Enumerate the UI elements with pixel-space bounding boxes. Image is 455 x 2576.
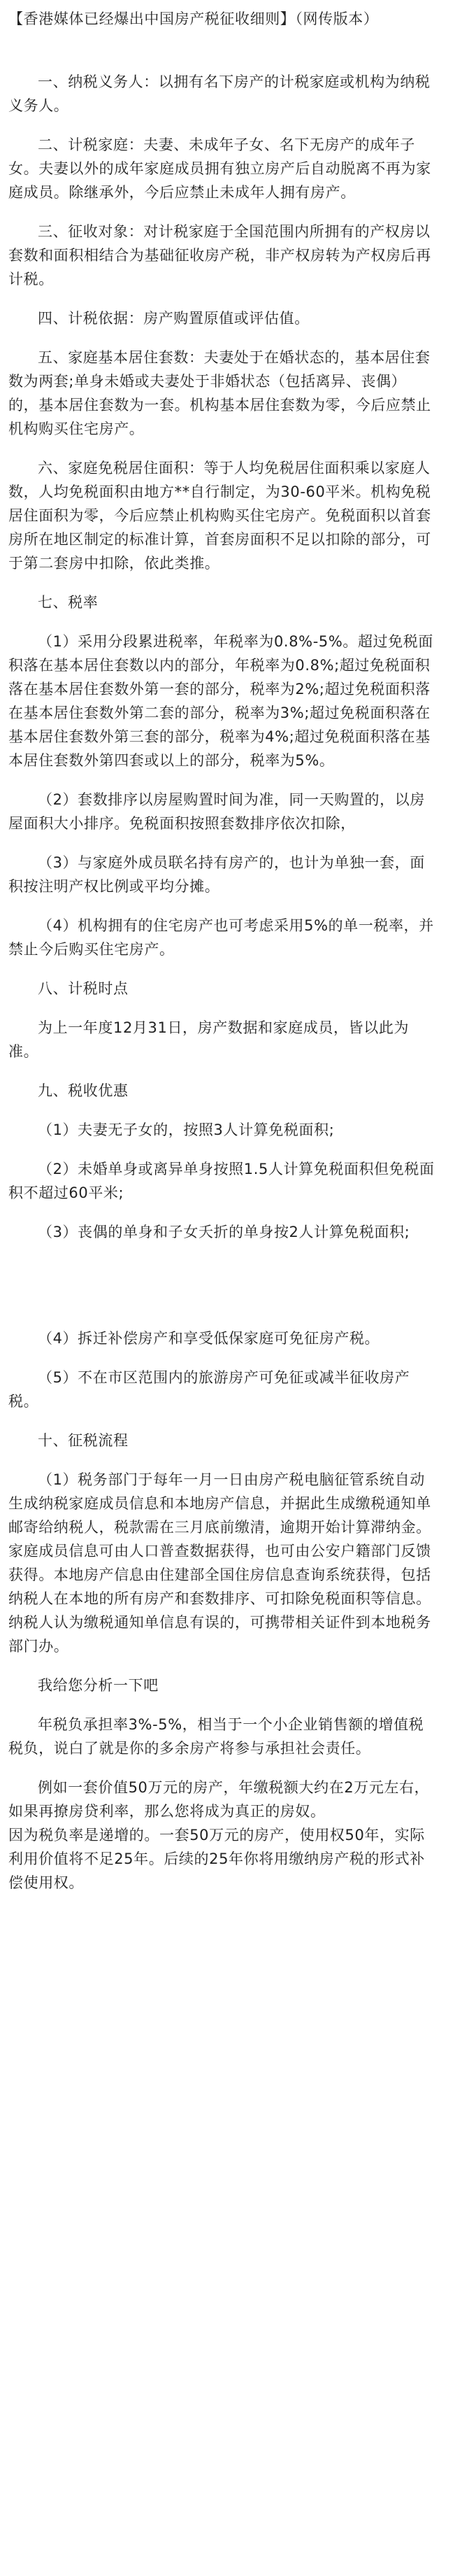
section-exempt-area: 六、家庭免税居住面积：等于人均免税居住面积乘以家庭人数，人均免税面积由地方**自行制定，为30-60平米。机构免税居住面积为零，今后应禁止机构购买住宅房产。免税面积以首套房所在地区制定的标准计算，首套房面积不足以扣除的部分，可于第二套房中扣除，依此类推。 [8,460,431,572]
section-tax-household: 二、计税家庭：夫妻、未成年子女、名下无房产的成年子女。夫妻以外的成年家庭成员拥有独立房产后自动脱离不再为家庭成员。除继承外，今后应禁止未成年人拥有房产。 [8,136,431,201]
relief-item-2: （2）未婚单身或离异单身按照1.5人计算免税面积但免税面积不超过60平米; [8,1161,435,1201]
relief-item-3: （3）丧偶的单身和子女夭折的单身按2人计算免税面积; [38,1224,410,1240]
section-taxpayer: 一、纳税义务人：以拥有名下房产的计税家庭或机构为纳税义务人。 [8,73,431,114]
rate-item-4: （4）机构拥有的住宅房产也可考虑采用5%的单一税率，并禁止今后购买住宅房产。 [8,917,434,958]
commentary-line-1: 年税负承担率3%-5%，相当于一个小企业销售额的增值税税负，说白了就是你的多余房产将参与承担社会责任。 [8,1716,424,1757]
section-procedure-heading: 十、征税流程 [38,1432,129,1449]
section-tax-time-heading: 八、计税时点 [38,980,129,997]
commentary-line-3: 因为税负率是递增的。一套50万元的房产，使用权50年，实际利用价值将不足25年。后续的25年你将用缴纳房产税的形式补偿使用权。 [8,1827,425,1891]
relief-item-1: （1）夫妻无子女的，按照3人计算免税面积; [38,1121,335,1138]
rate-item-2: （2）套数排序以房屋购置时间为准，同一天购置的，以房屋面积大小排序。免税面积按照套数排序依次扣除， [8,791,425,832]
rate-item-3: （3）与家庭外成员联名持有房产的，也计为单独一套，面积按注明产权比例或平均分摊。 [8,854,425,895]
commentary-intro: 我给您分析一下吧 [38,1677,159,1694]
section-tax-relief-heading: 九、税收优惠 [38,1082,129,1099]
section-tax-object: 三、征收对象：对计税家庭于全国范围内所拥有的产权房以套数和面积相结合为基础征收房产税，非产权房转为产权房后再计税。 [8,223,431,288]
section-basic-housing: 五、家庭基本居住套数：夫妻处于在婚状态的，基本居住套数为两套;单身未婚或夫妻处于非婚状态（包括离异、丧偶）的，基本居住套数为一套。机构基本居住套数为零，今后应禁止机构购买住宅房产。 [8,349,431,437]
section-tax-basis: 四、计税依据：房产购置原值或评估值。 [38,310,310,327]
article-title: 【香港媒体已经爆出中国房产税征收细则】（网传版本） [8,10,379,27]
rate-item-1: （1）采用分段累进税率，年税率为0.8%-5%。超过免税面积落在基本居住套数以内的部分，年税率为0.8%;超过免税面积落在基本居住套数外第一套的部分，税率为2%;超过免税面积落在基本居住套数外第二套的部分，税率为3%;超过免税面积落在基本居住套数外第三套的部分，税率为4%;超过免税面积落在基本居住套数外第四套或以上的部分，税率为5%。 [8,633,434,769]
procedure-item-1: （1）税务部门于每年一月一日由房产税电脑征管系统自动生成纳税家庭成员信息和本地房产信息，并据此生成缴税通知单邮寄给纳税人，税款需在三月底前缴清，逾期开始计算滞纳金。家庭成员信息可由人口普查数据获得，也可由公安户籍部门反馈获得。本地房产信息由住建部全国住房信息查询系统获得，包括纳税人在本地的所有房产和套数排序、可扣除免税面积等信息。纳税人认为缴税通知单信息有误的，可携带相关证件到本地税务部门办。 [8,1471,431,1655]
relief-item-4: （4）拆迁补偿房产和享受低保家庭可免征房产税。 [38,1330,380,1347]
tax-time-text: 为上一年度12月31日，房产数据和家庭成员，皆以此为准。 [8,1019,410,1060]
section-tax-rate-heading: 七、税率 [38,594,99,611]
commentary-line-2: 例如一套价值50万元的房产，年缴税额大约在2万元左右，如果再撩房贷利率，那么您将成为真正的房奴。 [8,1779,430,1820]
relief-item-5: （5）不在市区范围内的旅游房产可免征或减半征收房产税。 [8,1369,410,1410]
